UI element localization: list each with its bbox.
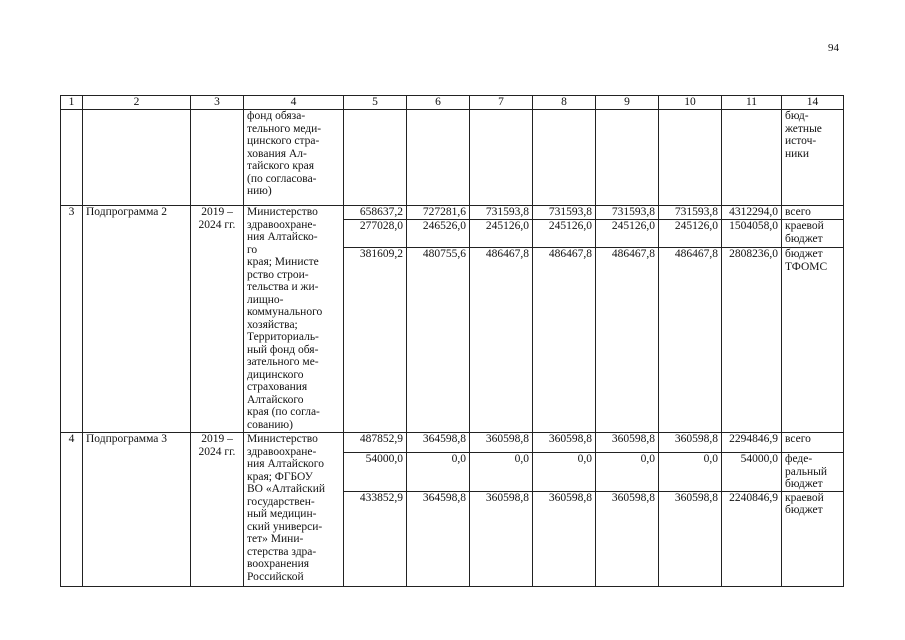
responsible-cell-text: Министерство здравоохране- ния Алтайского края; ФГБОУ ВО «Алтайский государствен- ный медицин- ский универси- тет» Мини- стерства здра- воохранения Российской <box>247 433 326 583</box>
source-cell-text: бюджет ТФОМС <box>785 248 828 273</box>
amount-cell-text: 360598,8 <box>548 433 592 445</box>
column-header <box>61 96 83 110</box>
amount-cell-text: 364598,8 <box>422 433 466 445</box>
amount-cell-text: 486467,8 <box>548 248 592 260</box>
amount-cell <box>533 220 596 248</box>
amount-cell <box>722 433 782 453</box>
amount-cell <box>659 491 722 586</box>
amount-cell-text: 54000,0 <box>365 453 403 465</box>
responsible-cell <box>244 206 344 433</box>
column-header <box>533 96 596 110</box>
amount-cell <box>407 491 470 586</box>
amount-cell-text: 360598,8 <box>548 491 592 504</box>
amount-cell <box>722 491 782 586</box>
subprogram-name <box>83 206 191 433</box>
column-header <box>191 96 244 110</box>
budget-table <box>60 95 844 587</box>
amount-cell-text: 360598,8 <box>674 491 718 504</box>
amount-cell-text: 245126,0 <box>485 220 529 232</box>
amount-cell <box>533 206 596 220</box>
column-header-text: 9 <box>624 96 630 108</box>
amount-cell <box>659 248 722 433</box>
amount-cell-text: 2240846,9 <box>729 491 778 504</box>
responsible-cell-text: Министерство здравоохране- ния Алтайско- го края; Министе рство строи- тельства и жи- лищно- коммунального хозяйства; Территориаль- ный фонд обя- зательного ме- дицинского страхования Алтайского края (по согла- сованию) <box>247 206 323 431</box>
amount-cell <box>344 453 407 492</box>
row-index-text: 4 <box>68 433 75 445</box>
row-index <box>61 206 83 433</box>
subprogram-name-text: Подпрограмма 2 <box>86 206 168 218</box>
header-row <box>61 96 844 110</box>
amount-cell <box>533 491 596 586</box>
amount-cell-text: 2808236,0 <box>729 248 778 260</box>
amount-cell-text: 0,0 <box>577 453 592 465</box>
responsible-cell <box>244 433 344 587</box>
amount-cell-text: 433852,9 <box>359 491 403 504</box>
amount-cell <box>470 248 533 433</box>
amount-cell <box>596 433 659 453</box>
amount-cell <box>470 433 533 453</box>
column-header-text: 8 <box>561 96 567 108</box>
amount-cell-text: 360598,8 <box>611 491 655 504</box>
empty-cell <box>61 110 83 206</box>
source-cell <box>782 491 844 586</box>
column-header-text: 3 <box>214 96 220 108</box>
amount-cell-text: 486467,8 <box>674 248 718 260</box>
amount-cell-text: 246526,0 <box>422 220 466 232</box>
source-cell-text: всего <box>785 433 811 445</box>
page-number: 94 <box>828 42 839 54</box>
amount-cell <box>533 453 596 492</box>
amount-cell <box>407 453 470 492</box>
column-header <box>470 96 533 110</box>
empty-cell <box>596 110 659 206</box>
amount-cell <box>470 453 533 492</box>
source-cell-text: бюд- жетные источ- ники <box>785 110 822 160</box>
amount-cell <box>407 206 470 220</box>
column-header-text: 2 <box>133 96 140 108</box>
empty-cell <box>470 110 533 206</box>
row-index-text: 3 <box>68 206 75 218</box>
column-header <box>782 96 844 110</box>
table-row <box>61 433 844 453</box>
amount-cell <box>722 220 782 248</box>
column-header <box>407 96 470 110</box>
responsible-cell <box>244 110 344 206</box>
amount-cell-text: 245126,0 <box>548 220 592 232</box>
amount-cell-text: 480755,6 <box>422 248 466 260</box>
amount-cell-text: 360598,8 <box>674 433 718 445</box>
amount-cell <box>722 248 782 433</box>
amount-cell <box>344 248 407 433</box>
period-cell <box>191 433 244 587</box>
amount-cell-text: 486467,8 <box>485 248 529 260</box>
source-cell <box>782 248 844 433</box>
source-cell-text: всего <box>785 206 811 218</box>
amount-cell-text: 54000,0 <box>740 453 778 465</box>
amount-cell <box>596 248 659 433</box>
amount-cell <box>533 248 596 433</box>
source-cell-text: краевой бюджет <box>785 491 824 516</box>
amount-cell-text: 658637,2 <box>359 206 403 218</box>
amount-cell <box>659 453 722 492</box>
amount-cell <box>596 453 659 492</box>
column-header-text: 14 <box>806 96 819 108</box>
amount-cell <box>596 491 659 586</box>
amount-cell <box>344 433 407 453</box>
period-cell-text: 2019 – 2024 гг. <box>198 433 236 458</box>
amount-cell-text: 360598,8 <box>485 433 529 445</box>
column-header <box>596 96 659 110</box>
column-header-text: 7 <box>498 96 504 108</box>
column-header-text: 6 <box>435 96 441 108</box>
amount-cell-text: 0,0 <box>640 453 655 465</box>
amount-cell-text: 727281,6 <box>422 206 466 218</box>
amount-cell-text: 4312294,0 <box>729 206 778 218</box>
amount-cell-text: 245126,0 <box>674 220 718 232</box>
continuation-row <box>61 110 844 206</box>
amount-cell <box>344 491 407 586</box>
source-cell-text: феде- ральный бюджет <box>785 453 827 490</box>
table-body <box>61 96 844 587</box>
amount-cell <box>596 206 659 220</box>
amount-cell <box>533 433 596 453</box>
amount-cell <box>344 206 407 220</box>
amount-cell-text: 731593,8 <box>674 206 718 218</box>
amount-cell <box>659 206 722 220</box>
empty-cell <box>344 110 407 206</box>
source-cell <box>782 453 844 492</box>
period-cell-text: 2019 – 2024 гг. <box>198 206 236 231</box>
subprogram-name-text: Подпрограмма 3 <box>86 433 168 445</box>
column-header-text: 11 <box>745 96 758 108</box>
amount-cell-text: 486467,8 <box>611 248 655 260</box>
column-header <box>344 96 407 110</box>
amount-cell-text: 1504058,0 <box>729 220 778 232</box>
amount-cell-text: 731593,8 <box>611 206 655 218</box>
amount-cell-text: 360598,8 <box>485 491 529 504</box>
empty-cell <box>722 110 782 206</box>
column-header-text: 5 <box>372 96 378 108</box>
amount-cell-text: 245126,0 <box>611 220 655 232</box>
amount-cell <box>407 220 470 248</box>
empty-cell <box>191 110 244 206</box>
table-row <box>61 206 844 220</box>
source-cell <box>782 206 844 220</box>
amount-cell-text: 0,0 <box>514 453 529 465</box>
source-cell <box>782 110 844 206</box>
amount-cell-text: 0,0 <box>703 453 718 465</box>
column-header-text: 1 <box>68 96 75 108</box>
amount-cell-text: 731593,8 <box>485 206 529 218</box>
empty-cell <box>659 110 722 206</box>
amount-cell-text: 487852,9 <box>359 433 403 445</box>
column-header <box>244 96 344 110</box>
amount-cell <box>722 206 782 220</box>
empty-cell <box>533 110 596 206</box>
amount-cell <box>722 453 782 492</box>
amount-cell-text: 0,0 <box>451 453 466 465</box>
amount-cell <box>596 220 659 248</box>
empty-cell <box>407 110 470 206</box>
amount-cell <box>470 206 533 220</box>
source-cell-text: краевой бюджет <box>785 220 824 245</box>
amount-cell <box>407 433 470 453</box>
amount-cell <box>470 220 533 248</box>
amount-cell <box>407 248 470 433</box>
row-index <box>61 433 83 587</box>
amount-cell-text: 381609,2 <box>359 248 403 260</box>
amount-cell <box>659 220 722 248</box>
subprogram-name <box>83 433 191 587</box>
amount-cell-text: 277028,0 <box>359 220 403 232</box>
amount-cell-text: 731593,8 <box>548 206 592 218</box>
source-cell <box>782 220 844 248</box>
column-header <box>659 96 722 110</box>
empty-cell <box>83 110 191 206</box>
period-cell <box>191 206 244 433</box>
amount-cell-text: 364598,8 <box>422 491 466 504</box>
column-header <box>722 96 782 110</box>
amount-cell-text: 2294846,9 <box>729 433 778 445</box>
column-header <box>83 96 191 110</box>
column-header-text: 10 <box>684 96 696 108</box>
responsible-cell-text: фонд обяза- тельного меди- цинского стра- хования Ал- тайского края (по согласова- нию) <box>247 110 322 197</box>
amount-cell-text: 360598,8 <box>611 433 655 445</box>
amount-cell <box>659 433 722 453</box>
source-cell <box>782 433 844 453</box>
amount-cell <box>344 220 407 248</box>
amount-cell <box>470 491 533 586</box>
column-header-text: 4 <box>290 96 297 108</box>
